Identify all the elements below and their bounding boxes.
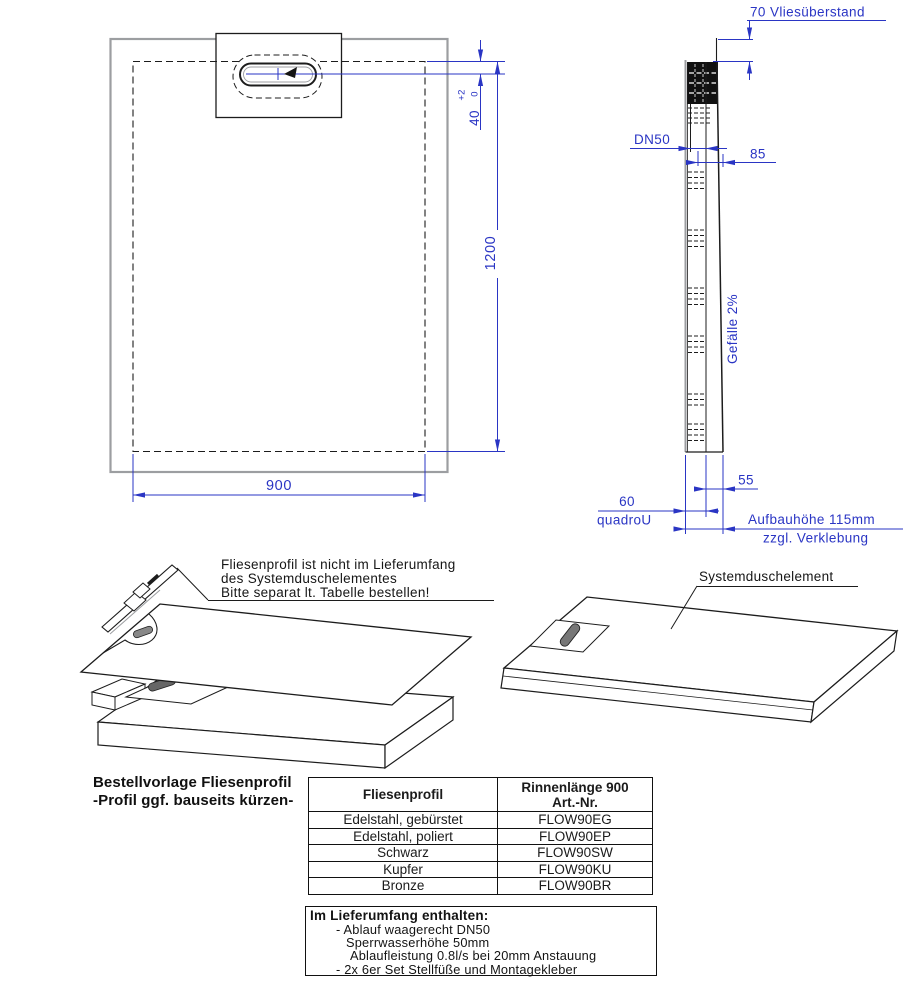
section-view (597, 5, 903, 546)
scope-title: Im Lieferumfang enthalten: (310, 908, 489, 923)
plan-view (111, 34, 506, 503)
profile-note-line3: Bitte separat lt. Tabelle bestellen! (221, 585, 430, 600)
scope-box (305, 906, 657, 976)
slope-label: Gefälle 2% (725, 293, 740, 365)
profile-note-line1: Fliesenprofil ist nicht im Lieferumfang (221, 557, 456, 572)
dimension-85: 85 (750, 146, 766, 162)
dimension-900: 900 (266, 478, 292, 494)
order-template-title (93, 774, 293, 809)
tolerance-lower: 0 (469, 91, 481, 97)
table-row: Edelstahl, poliert FLOW90EP (309, 828, 653, 845)
fleece-label: 70 Vliesüberstand (750, 4, 865, 20)
exploded-view (81, 557, 494, 768)
scope-item: - Ablauf waagerecht DN50 (336, 922, 491, 937)
tolerance-upper: +2 (456, 89, 468, 101)
table-row: Kupfer FLOW90KU (309, 861, 653, 878)
table-row: Schwarz FLOW90SW (309, 845, 653, 862)
order-title-line1: Bestellvorlage Fliesenprofil (93, 774, 292, 791)
table-header-profile: Fliesenprofil (309, 778, 498, 812)
scope-item: Ablaufleistung 0.8l/s bei 20mm Anstauung (350, 948, 597, 964)
order-title-line2: -Profil ggf. bauseits kürzen- (93, 791, 294, 809)
table-header-artnr: Rinnenlänge 900 Art.-Nr. (498, 778, 653, 812)
dimension-60: 60 (619, 494, 635, 509)
dimension-40: 40 (467, 110, 482, 126)
element-dashed-outline (133, 62, 425, 452)
table-row: Edelstahl, gebürstet FLOW90EG (309, 812, 653, 829)
system-element-label: Systemduschelement (699, 569, 834, 584)
brand-label: quadroU (597, 512, 652, 528)
system-element-view (501, 569, 897, 722)
scope-item: Sperrwasserhöhe 50mm (346, 935, 490, 951)
dimension-1200: 1200 (483, 235, 499, 271)
glue-note-label: zzgl. Verklebung (763, 530, 869, 546)
build-height-label: Aufbauhöhe 115mm (748, 512, 875, 527)
profile-note-line2: des Systemduschelementes (221, 571, 398, 586)
table-row: Bronze FLOW90BR (309, 878, 653, 895)
slope-surface-line (717, 62, 723, 452)
scope-item: - 2x 6er Set Stellfüße und Montagekleber (336, 961, 578, 977)
profile-table (308, 777, 653, 895)
dimension-55: 55 (738, 472, 754, 488)
pipe-label: DN50 (634, 132, 671, 147)
